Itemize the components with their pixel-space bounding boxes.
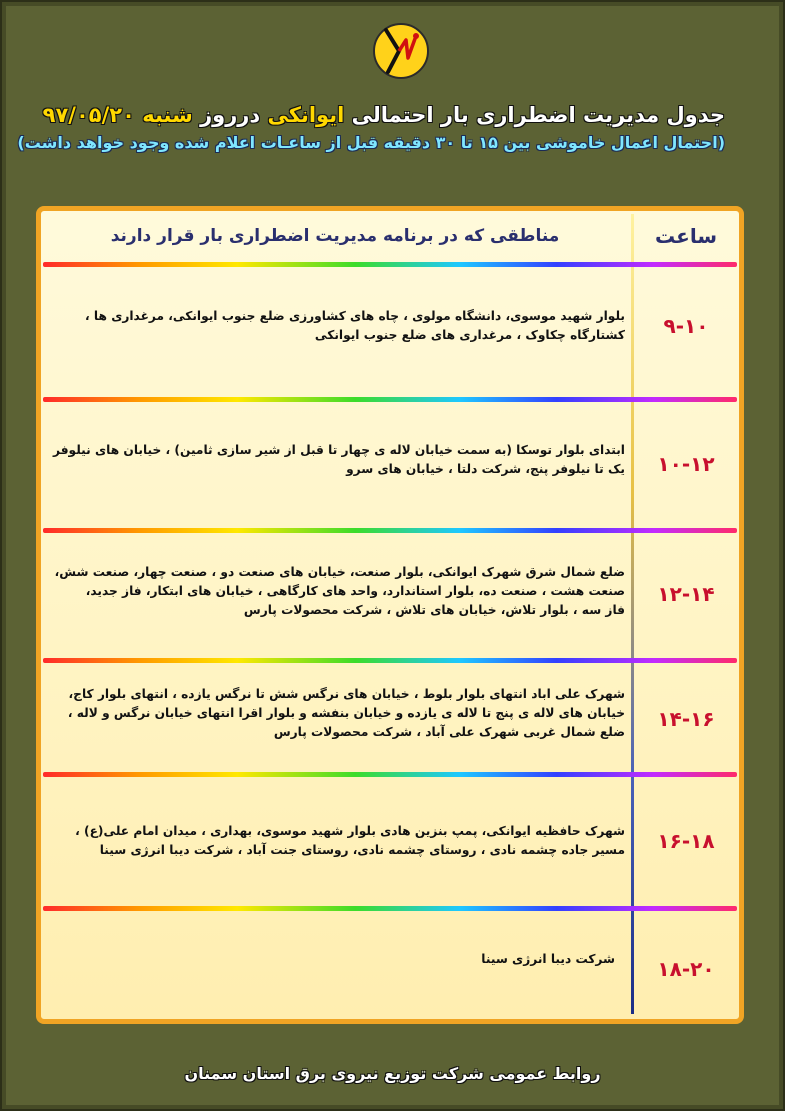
row-time: ۱۸-۲۰ — [657, 957, 715, 981]
row-areas — [50, 950, 615, 969]
area-line: ضلع شمال غربی شهرک علی آباد ، شرکت محصولات پارس — [273, 725, 625, 739]
header-time: ساعت — [654, 224, 717, 248]
area-line: خیابان های لاله ی پنج تا لاله ی یازده و خیابان بنفشه و بلوار اقرا انتهای خیابان نرگس و لاله ، — [67, 706, 625, 720]
row-areas — [50, 685, 625, 742]
area-line: فاز سه ، بلوار تلاش، خیابان های تلاش ، شرکت محصولات پارس — [243, 603, 625, 617]
area-line: کشتارگاه چکاوک ، مرغداری های ضلع جنوب ایوانکی — [314, 328, 625, 342]
row-areas — [50, 307, 625, 345]
area-line: ضلع شمال شرق شهرک ایوانکی، بلوار صنعت، خیابان های صنعت دو ، صنعت چهار، صنعت شش، — [54, 565, 625, 579]
rainbow-divider — [43, 397, 737, 402]
title-city: ایوانکی — [267, 103, 345, 127]
area-line: شهرک علی اباد انتهای بلوار بلوط ، خیابان های نرگس شش تا نرگس یازده ، انتهای بلوار کاج، — [68, 687, 625, 701]
title-date: شنبه ۹۷/۰۵/۲۰ — [42, 103, 193, 127]
area-line: مسیر جاده چشمه نادی ، روستای چشمه نادی، روستای جنت آباد ، شرکت دیبا انرژی سینا — [99, 843, 625, 857]
area-line: بلوار شهید موسوی، دانشگاه مولوی ، چاه های کشاورزی ضلع جنوب ایوانکی، مرغداری ها ، — [85, 309, 625, 323]
electricity-company-logo-icon — [372, 22, 430, 80]
row-areas — [50, 822, 625, 860]
area-line: شهرک حافظیه ایوانکی، پمپ بنزین هادی بلوار شهید موسوی، بهداری ، میدان امام علی(ع) ، — [75, 824, 625, 838]
header-areas: مناطقی که در برنامه مدیریت اضطراری بار قرار دارند — [110, 226, 560, 246]
page-subtitle: (احتمال اعمال خاموشی بین ۱۵ تا ۳۰ دقیقه قبل از ساعـات اعلام شده وجود خواهد داشت) — [17, 133, 725, 152]
area-line: ابتدای بلوار توسکا (به سمت خیابان لاله ی چهار تا قبل از شیر سازی ثامین) ، خیابان های نیلوفر — [53, 443, 625, 457]
row-time: ۹-۱۰ — [663, 314, 709, 338]
row-time: ۱۲-۱۴ — [657, 582, 715, 606]
footer-credit: روابط عمومی شرکت توزیع نیروی برق استان سمنان — [184, 1064, 601, 1083]
row-time: ۱۴-۱۶ — [657, 707, 715, 731]
rainbow-divider — [43, 262, 737, 267]
row-time: ۱۶-۱۸ — [657, 829, 715, 853]
rainbow-divider — [43, 658, 737, 663]
area-line: شرکت دیبا انرژی سینا — [481, 952, 615, 966]
row-areas — [50, 563, 625, 620]
row-time: ۱۰-۱۲ — [657, 452, 715, 476]
rainbow-divider — [43, 906, 737, 911]
page-title — [30, 103, 725, 127]
area-line: یک تا نیلوفر پنج، شرکت دلتا ، خیابان های سرو — [346, 462, 625, 476]
column-separator — [631, 214, 634, 1014]
title-part1: جدول مدیریت اضطراری بار احتمالی — [351, 103, 725, 127]
area-line: صنعت هشت ، صنعت ده، بلوار استاندارد، واحد های کارگاهی ، خیابان های ابتکار، فاز جدید، — [85, 584, 625, 598]
rainbow-divider — [43, 528, 737, 533]
row-areas — [50, 441, 625, 479]
title-part2: درروز — [200, 103, 261, 127]
rainbow-divider — [43, 772, 737, 777]
